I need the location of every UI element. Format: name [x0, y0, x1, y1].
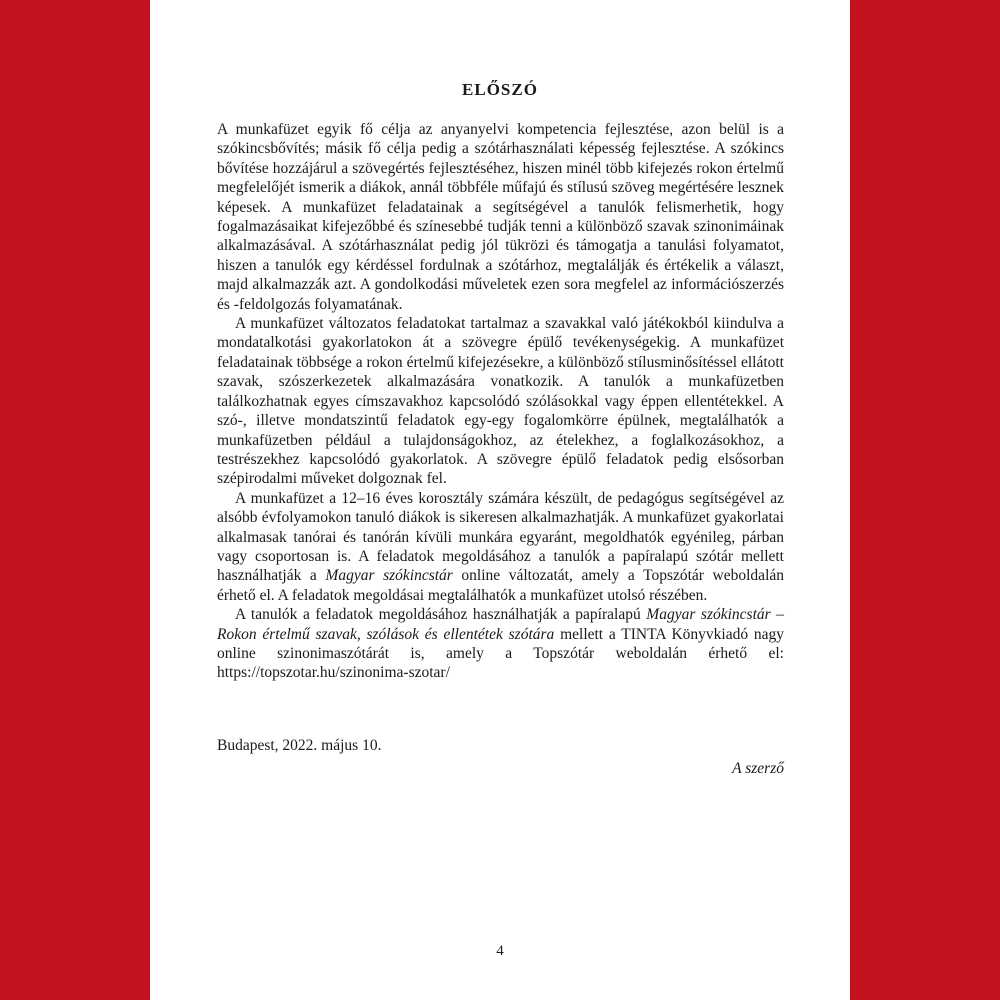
- author-signature: A szerző: [732, 760, 784, 777]
- paragraph-text: A munkafüzet változatos feladatokat tartalmaz a szavakkal való játékokból kiindulva a mondatalkotási gyakorlatokon át a szövegre épülő tevékenységekig. A munkafüzet feladatainak többsége a rokon értelmű kifejezésekre, a különböző stílusminősítéssel ellátott szavak, szószerkezetek alkalmazására vonatkozik. A tanulók a munkafüzetben találkozhatnak egyes címszavakhoz kapcsolódó szólásokkal vagy éppen ellentétekkel. A szó-, illetve mondatszintű feladatok egy-egy fogalomkörre épülnek, megtalálhatók a munkafüzetben például a tulajdonságokhoz, az ételekhez, a foglalkozásokhoz, a testrészekhez kapcsolódó gyakorlatok. A szövegre épülő feladatok pedig elsősorban szépirodalmi műveket dolgoznak fel.: [217, 315, 784, 488]
- left-red-border: [0, 0, 150, 1000]
- place-date: Budapest, 2022. május 10.: [217, 737, 382, 754]
- book-page: [150, 0, 850, 1000]
- paragraph-text: A munkafüzet egyik fő célja az anyanyelvi kompetencia fejlesztése, azon belül is a szókincsbővítés; másik fő célja pedig a szótárhasználati képesség fejlesztése. A szókincs bővítése hozzájárul a szövegértés fejlesztéséhez, hiszen minél több kifejezés rokon értelmű megfelelőjét ismerik a diákok, annál többféle műfajú és stílusú szöveg megértésére lesznek képesek. A munkafüzet feladatainak a segítségével a tanulók felismerhetik, hogy fogalmazásaikat kifejezőbbé és színesebbé tudják tenni a különböző szavak szinonimáinak alkalmazásával. A szótárhasználat pedig jól tükrözi és támogatja a tanulási folyamatot, hiszen a tanulók egy kérdéssel fordulnak a szótárhoz, megtalálják és értékelik a választ, majd alkalmazzák azt. A gondolkodási műveletek ezen sora megfelel az információszerzés és -feldolgozás folyamatának.: [217, 121, 784, 313]
- paragraph-text: A munkafüzet a 12–16 éves korosztály számára készült, de pedagógus segítségével az alsóbb évfolyamokon tanuló diákok is sikeresen alkalmazhatják. A munkafüzet gyakorlatai alkalmasak tanórai és tanórán kívüli munkára egyaránt, megoldhatók egyénileg, párban vagy csoportosan is. A feladatok megoldásához a tanulók a papíralapú szótár mellett használhatják a: [217, 489, 784, 585]
- paragraph-text: A tanulók a feladatok megoldásához használhatják a papíralapú: [235, 606, 647, 624]
- preface-body: [217, 120, 784, 683]
- paragraph: [217, 489, 784, 605]
- paragraph: [217, 605, 784, 683]
- paragraph: [217, 120, 784, 314]
- italic-title: Magyar szókincstár: [325, 567, 453, 585]
- paragraph: [217, 314, 784, 489]
- paragraph-text: online változatát, amely a Topszótár weboldalán érhető el. A feladatok megoldásai megtalálhatók a munkafüzet utolsó részében.: [217, 567, 785, 604]
- italic-title: Magyar szókincstár – Rokon értelmű szavak, szólások és ellentétek szótára: [217, 606, 785, 643]
- paragraph-text: mellett a TINTA Könyvkiadó nagy online szinonimaszótárát is, amely a Topszótár weboldalán érhető el: https://topszotar.hu/szinonima-szotar/: [217, 625, 784, 682]
- page-number: 4: [496, 943, 504, 959]
- page-title: ELŐSZÓ: [462, 80, 538, 99]
- right-red-border: [850, 0, 1000, 1000]
